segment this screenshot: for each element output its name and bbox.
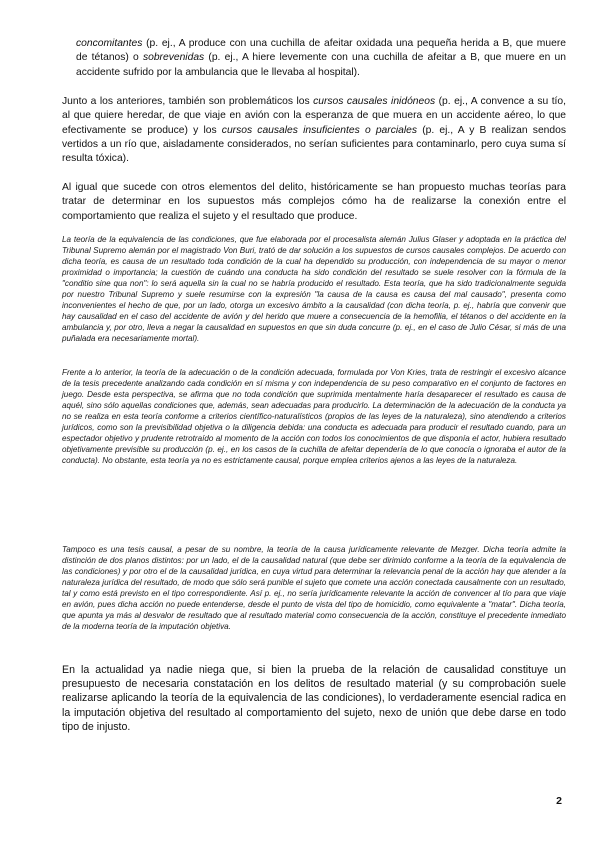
term-cursos-inidoneos: cursos causales inidóneos: [313, 96, 436, 107]
paragraph-cursos-causales: [62, 95, 566, 166]
text-run: (p. ej., A y B realizan sendos vertidos a un río que, aisladamente considerados, no serían suficientes para contaminarlo, pero cuya suma sí resulta tóxica).: [62, 124, 567, 165]
text-run: (p. ej., A produce con una cuchilla de afeitar oxidada una pequeña herida a B, que muere de tétanos) o: [76, 38, 566, 64]
note-teoria-adecuacion: Frente a lo anterior, la teoría de la adecuación o de la condición adecuada, formulada por Von Kries, trata de restringir el excesivo alcance de la tesis precedente analizando cada condición en sí misma y con independencia de su peso comparativo en el conjunto de factores en juego. Desde esta perspectiva, se afirma que no toda condición que suprimida mentalmente haría desaparecer el resultado es causa de aquél, sino sólo aquellas condiciones que, además, sean adecuadas para producirlo. La determinación de la adecuación de la conducta ya no se realiza en esta teoría conforme a criterios científico-naturalísticos (propios de las leyes de la naturaleza), sino atendiendo a criterios jurídicos, como son la previsibilidad objetiva o la diligencia debida: una conducta es adecuada para producir el resultado cuando, para un espectador objetivo y prudente retrotraído al momento de la acción con todos los conocimientos de que disponía el actor, hubiera resultado objetivamente previsible su producción (p. ej., en los casos de la cuchilla de afeitar dependería de lo que conocía o ignoraba el autor de la conducta). No obstante, esta teoría ya no es estrictamente causal, porque emplea criterios ajenos a las leyes de la naturaleza.: [62, 368, 566, 466]
text-run: (p. ej., A hiere levemente con una cuchilla de afeitar a B, que muere en un accidente sufrido por la ambulancia que le llevaba al hospital).: [76, 52, 566, 78]
note-equivalencia-condiciones: La teoría de la equivalencia de las condiciones, que fue elaborada por el procesalista alemán Julius Glaser y adoptada en la práctica del Tribunal Supremo alemán por el magistrado Von Buri, trató de dar solución a los supuestos de cursos causales complejos. De acuerdo con dicha teoría, es causa de un resultado toda condición de la cual ha dependido su producción, con independencia de su mayor o menor proximidad o importancia; la cuestión de cuándo una conducta ha sido condición del resultado se suele resolver con la fórmula de la "conditio sine qua non": lo será aquella sin la cual no se habría producido el resultado. Esta teoría, que ha sido tradicionalmente seguida por nuestro Tribunal Supremo y suele resumirse con la expresión "la causa de la causa es causa del mal causado", presenta como inconvenientes el hecho de que, por un lado, otorga un excesivo ámbito a la causalidad (con dicha teoría, p. ej., habría que convenir que hay causalidad en el caso del accidente de avión y del herido que muere a consecuencia de la hemofilia, el tétanos o del accidente en la ambulancia y, por otro, lleva a negar la causalidad en supuestos en que sin duda concurre (p. ej., en el caso de Julio César, si más de una puñalada era necesariamente mortal).: [62, 235, 566, 344]
note-causa-juridicamente-relevante: Tampoco es una tesis causal, a pesar de su nombre, la teoría de la causa jurídicamente relevante de Mezger. Dicha teoría admite la distinción de dos planos distintos: por un lado, el de la causalidad natural (que debe ser dirimido conforme a la teoría de la equivalencia de las condiciones) y por otro el de la causalidad jurídica, en cuya virtud para determinar la relevancia penal de la acción hay que atender a la naturaleza jurídica del resultado, de modo que sólo será punible el sujeto que comete una acción conectada causalmente con un resultado, tal y como está previsto en el tipo correspondiente. Así p. ej., no sería jurídicamente relevante la acción de convencer al tío para que viaje en avión, pues dicha acción no puede entenderse, desde el punto de vista del tipo de homicidio, como equivalente a "matar". Dicha teoría, que apunta ya más al desvalor de resultado que al resultado material como consecuencia de la acción, constituye el precedente inmediato de la moderna teoría de la imputación objetiva.: [62, 545, 566, 632]
term-concomitantes: concomitantes: [76, 38, 143, 49]
paragraph-imputacion-objetiva: En la actualidad ya nadie niega que, si bien la prueba de la relación de causalidad constituye un presupuesto de necesaria constatación en los delitos de resultado material (y su comprobación suele realizarse aplicando la teoría de la equivalencia de las condiciones), lo verdaderamente esencial radica en la imputación objetiva del resultado al comportamiento del sujeto, nexo de unión que debe darse en todo tipo de injusto.: [62, 664, 566, 733]
term-cursos-insuficientes: cursos causales insuficientes o parciales: [221, 124, 418, 136]
term-sobrevenidas: sobrevenidas: [142, 52, 205, 64]
paragraph-teorias-intro: Al igual que sucede con otros elementos del delito, históricamente se han propuesto muchas teorías para tratar de determinar en los supuestos más complejos cómo ha de realizarse la conexión entre el comportamiento que realiza el sujeto y el resultado que produce.: [62, 182, 566, 222]
page-number: 2: [556, 795, 562, 807]
text-run: (p. ej., A convence a su tío, al que quiere heredar, de que viaje en avión con la esperanza de que muera en un accidente aéreo, lo que efectivamente se produce) y los: [62, 96, 567, 136]
text-run: Junto a los anteriores, también son problemáticos los: [62, 96, 314, 107]
list-item-continuation: [76, 37, 566, 80]
